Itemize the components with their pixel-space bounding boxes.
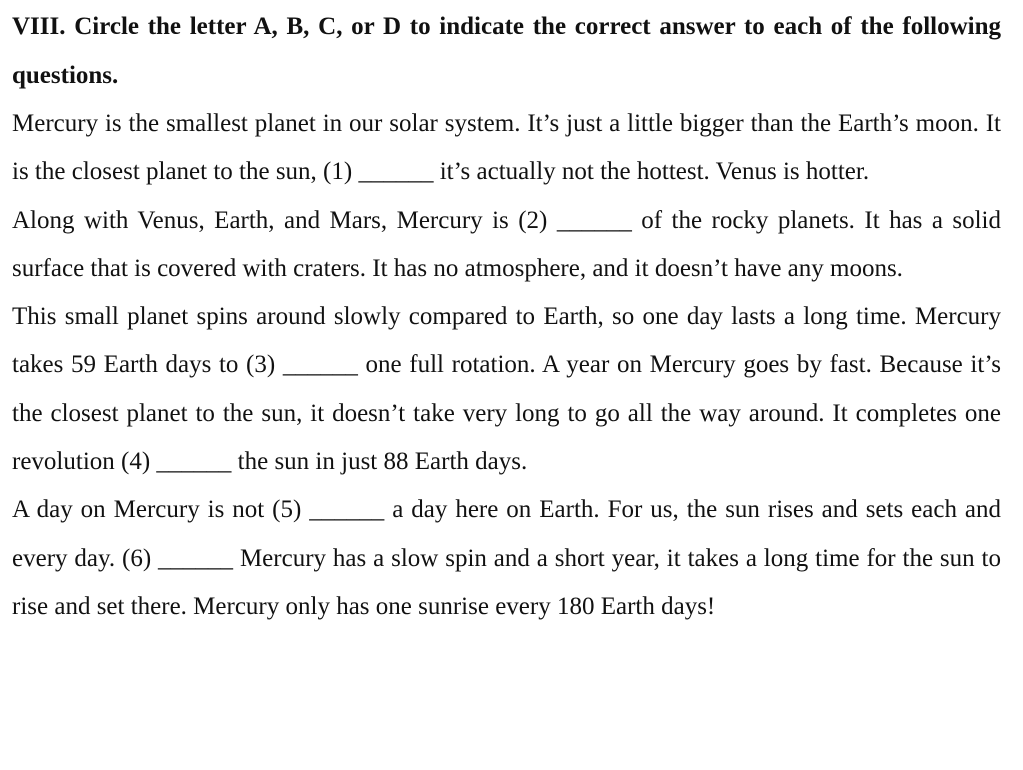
- passage-paragraph-1: Mercury is the smallest planet in our solar system. It’s just a little bigger than the Earth’s moon. It is the closest planet to the sun, (1) ______ it’s actually not the hottest. Venus is hotter.: [12, 110, 1001, 186]
- passage-paragraph-2: Along with Venus, Earth, and Mars, Mercury is (2) ______ of the rocky planets. It has a solid surface that is covered with craters. It has no atmosphere, and it doesn’t have any moons.: [12, 206, 1001, 282]
- exercise-instruction: VIII. Circle the letter A, B, C, or D to indicate the correct answer to each of the following questions.: [12, 13, 1001, 89]
- passage-paragraph-3: This small planet spins around slowly compared to Earth, so one day lasts a long time. Mercury takes 59 Earth days to (3) ______ one full rotation. A year on Mercury goes by fast. Because it’s the closest planet to the sun, it doesn’t take very long to go all the way around. It completes one revolution (4) ______ the sun in just 88 Earth days.: [12, 303, 1001, 476]
- passage-paragraph-4: A day on Mercury is not (5) ______ a day here on Earth. For us, the sun rises and sets each and every day. (6) ______ Mercury has a slow spin and a short year, it takes a long time for the sun to rise and set there. Mercury only has one sunrise every 180 Earth days!: [12, 496, 1001, 620]
